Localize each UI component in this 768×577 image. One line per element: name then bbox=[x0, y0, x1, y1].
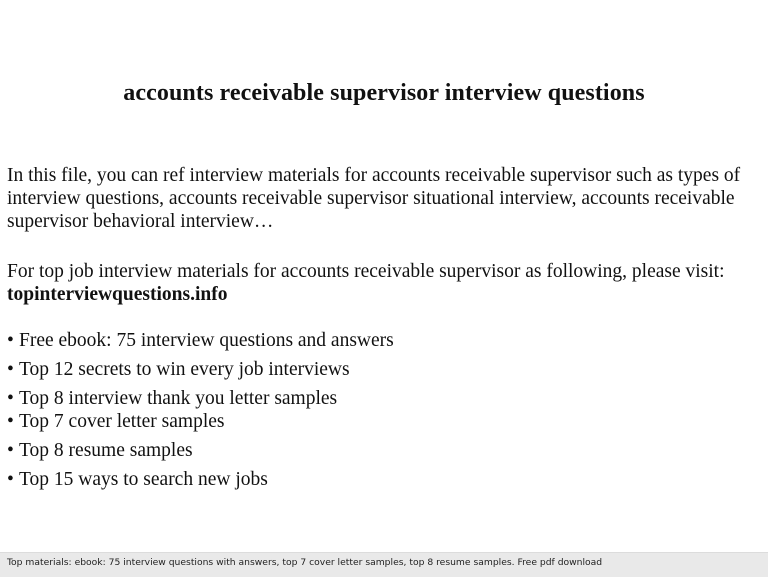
materials-text: For top job interview materials for accounts receivable supervisor as following, please visit: bbox=[7, 261, 725, 282]
website-link[interactable]: topinterviewquestions.info bbox=[7, 284, 228, 305]
slide-title: accounts receivable supervisor interview questions bbox=[123, 80, 645, 106]
bullet-icon: • bbox=[7, 359, 14, 380]
bullet-icon: • bbox=[7, 411, 14, 432]
bullet-icon: • bbox=[7, 388, 14, 409]
bullet-icon: • bbox=[7, 330, 14, 351]
intro-paragraph: In this file, you can ref interview materials for accounts receivable supervisor such as types of interview questions, accounts receivable supervisor situational interview, accounts receivable supervisor behavioral interview… bbox=[7, 165, 741, 232]
list-item-text: Top 12 secrets to win every job interviews bbox=[19, 359, 350, 380]
list-item-text: Free ebook: 75 interview questions and answers bbox=[19, 330, 394, 351]
resource-list bbox=[7, 329, 394, 491]
list-item-text: Top 7 cover letter samples bbox=[19, 411, 225, 432]
list-item bbox=[7, 387, 394, 410]
list-item bbox=[7, 468, 394, 491]
footer-text: Top materials: ebook: 75 interview questions with answers, top 7 cover letter samples, top 8 resume samples. Free pdf download bbox=[7, 557, 603, 568]
list-item-text: Top 15 ways to search new jobs bbox=[19, 469, 268, 490]
list-item bbox=[7, 358, 394, 381]
list-item bbox=[7, 410, 394, 433]
list-item-text: Top 8 interview thank you letter samples bbox=[19, 388, 338, 409]
materials-paragraph bbox=[7, 260, 759, 306]
bullet-icon: • bbox=[7, 440, 14, 461]
bullet-icon: • bbox=[7, 469, 14, 490]
list-item bbox=[7, 329, 394, 352]
list-item bbox=[7, 439, 394, 462]
footer-bar bbox=[0, 552, 768, 577]
list-item-text: Top 8 resume samples bbox=[19, 440, 193, 461]
